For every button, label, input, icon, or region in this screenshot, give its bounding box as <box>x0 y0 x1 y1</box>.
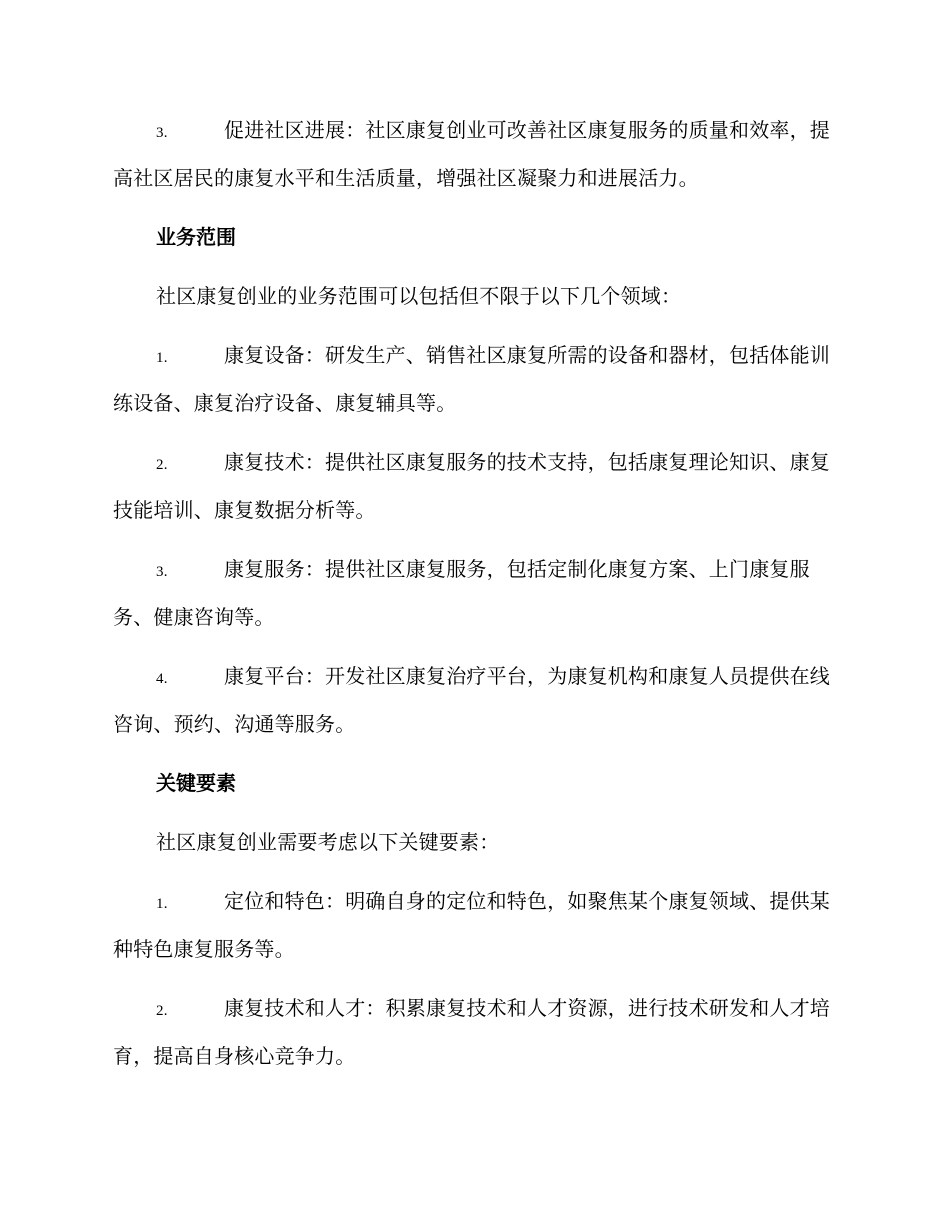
list-item <box>113 333 835 426</box>
list-item <box>113 108 835 201</box>
section-heading-business-scope: 业务范围 <box>156 225 236 249</box>
list-item <box>113 879 835 972</box>
list-item-number: 1. <box>156 896 168 912</box>
list-item-number: 3. <box>156 564 168 580</box>
list-item-number: 4. <box>156 671 168 687</box>
list-item-number: 3. <box>156 125 168 141</box>
section-intro-business-scope: 社区康复创业的业务范围可以包括但不限于以下几个领域： <box>156 284 682 308</box>
section-intro-key-elements: 社区康复创业需要考虑以下关键要素： <box>156 830 500 854</box>
list-item-text: 康复设备：研发生产、销售社区康复所需的设备和器材，包括体能训练设备、康复治疗设备、康复辅具等。 <box>113 343 830 415</box>
list-item-text: 促进社区进展：社区康复创业可改善社区康复服务的质量和效率，提高社区居民的康复水平和生活质量，增强社区凝聚力和进展活力。 <box>113 118 830 190</box>
list-item <box>113 986 835 1079</box>
list-item-number: 1. <box>156 350 168 366</box>
list-item-number: 2. <box>156 1003 168 1019</box>
list-item-text: 定位和特色：明确自身的定位和特色，如聚焦某个康复领域、提供某种特色康复服务等。 <box>113 889 830 961</box>
document-content <box>113 108 835 1093</box>
list-item-text: 康复服务：提供社区康复服务，包括定制化康复方案、上门康复服务、健康咨询等。 <box>113 557 810 629</box>
list-item <box>113 547 835 640</box>
list-item-number: 2. <box>156 457 168 473</box>
list-item <box>113 654 835 747</box>
list-item <box>113 440 835 533</box>
section-heading-key-elements: 关键要素 <box>156 771 236 795</box>
list-item-text: 康复技术和人才：积累康复技术和人才资源，进行技术研发和人才培育，提高自身核心竞争力。 <box>113 996 830 1068</box>
list-item-text: 康复技术：提供社区康复服务的技术支持，包括康复理论知识、康复技能培训、康复数据分析等。 <box>113 450 830 522</box>
list-item-text: 康复平台：开发社区康复治疗平台，为康复机构和康复人员提供在线咨询、预约、沟通等服务。 <box>113 664 830 736</box>
